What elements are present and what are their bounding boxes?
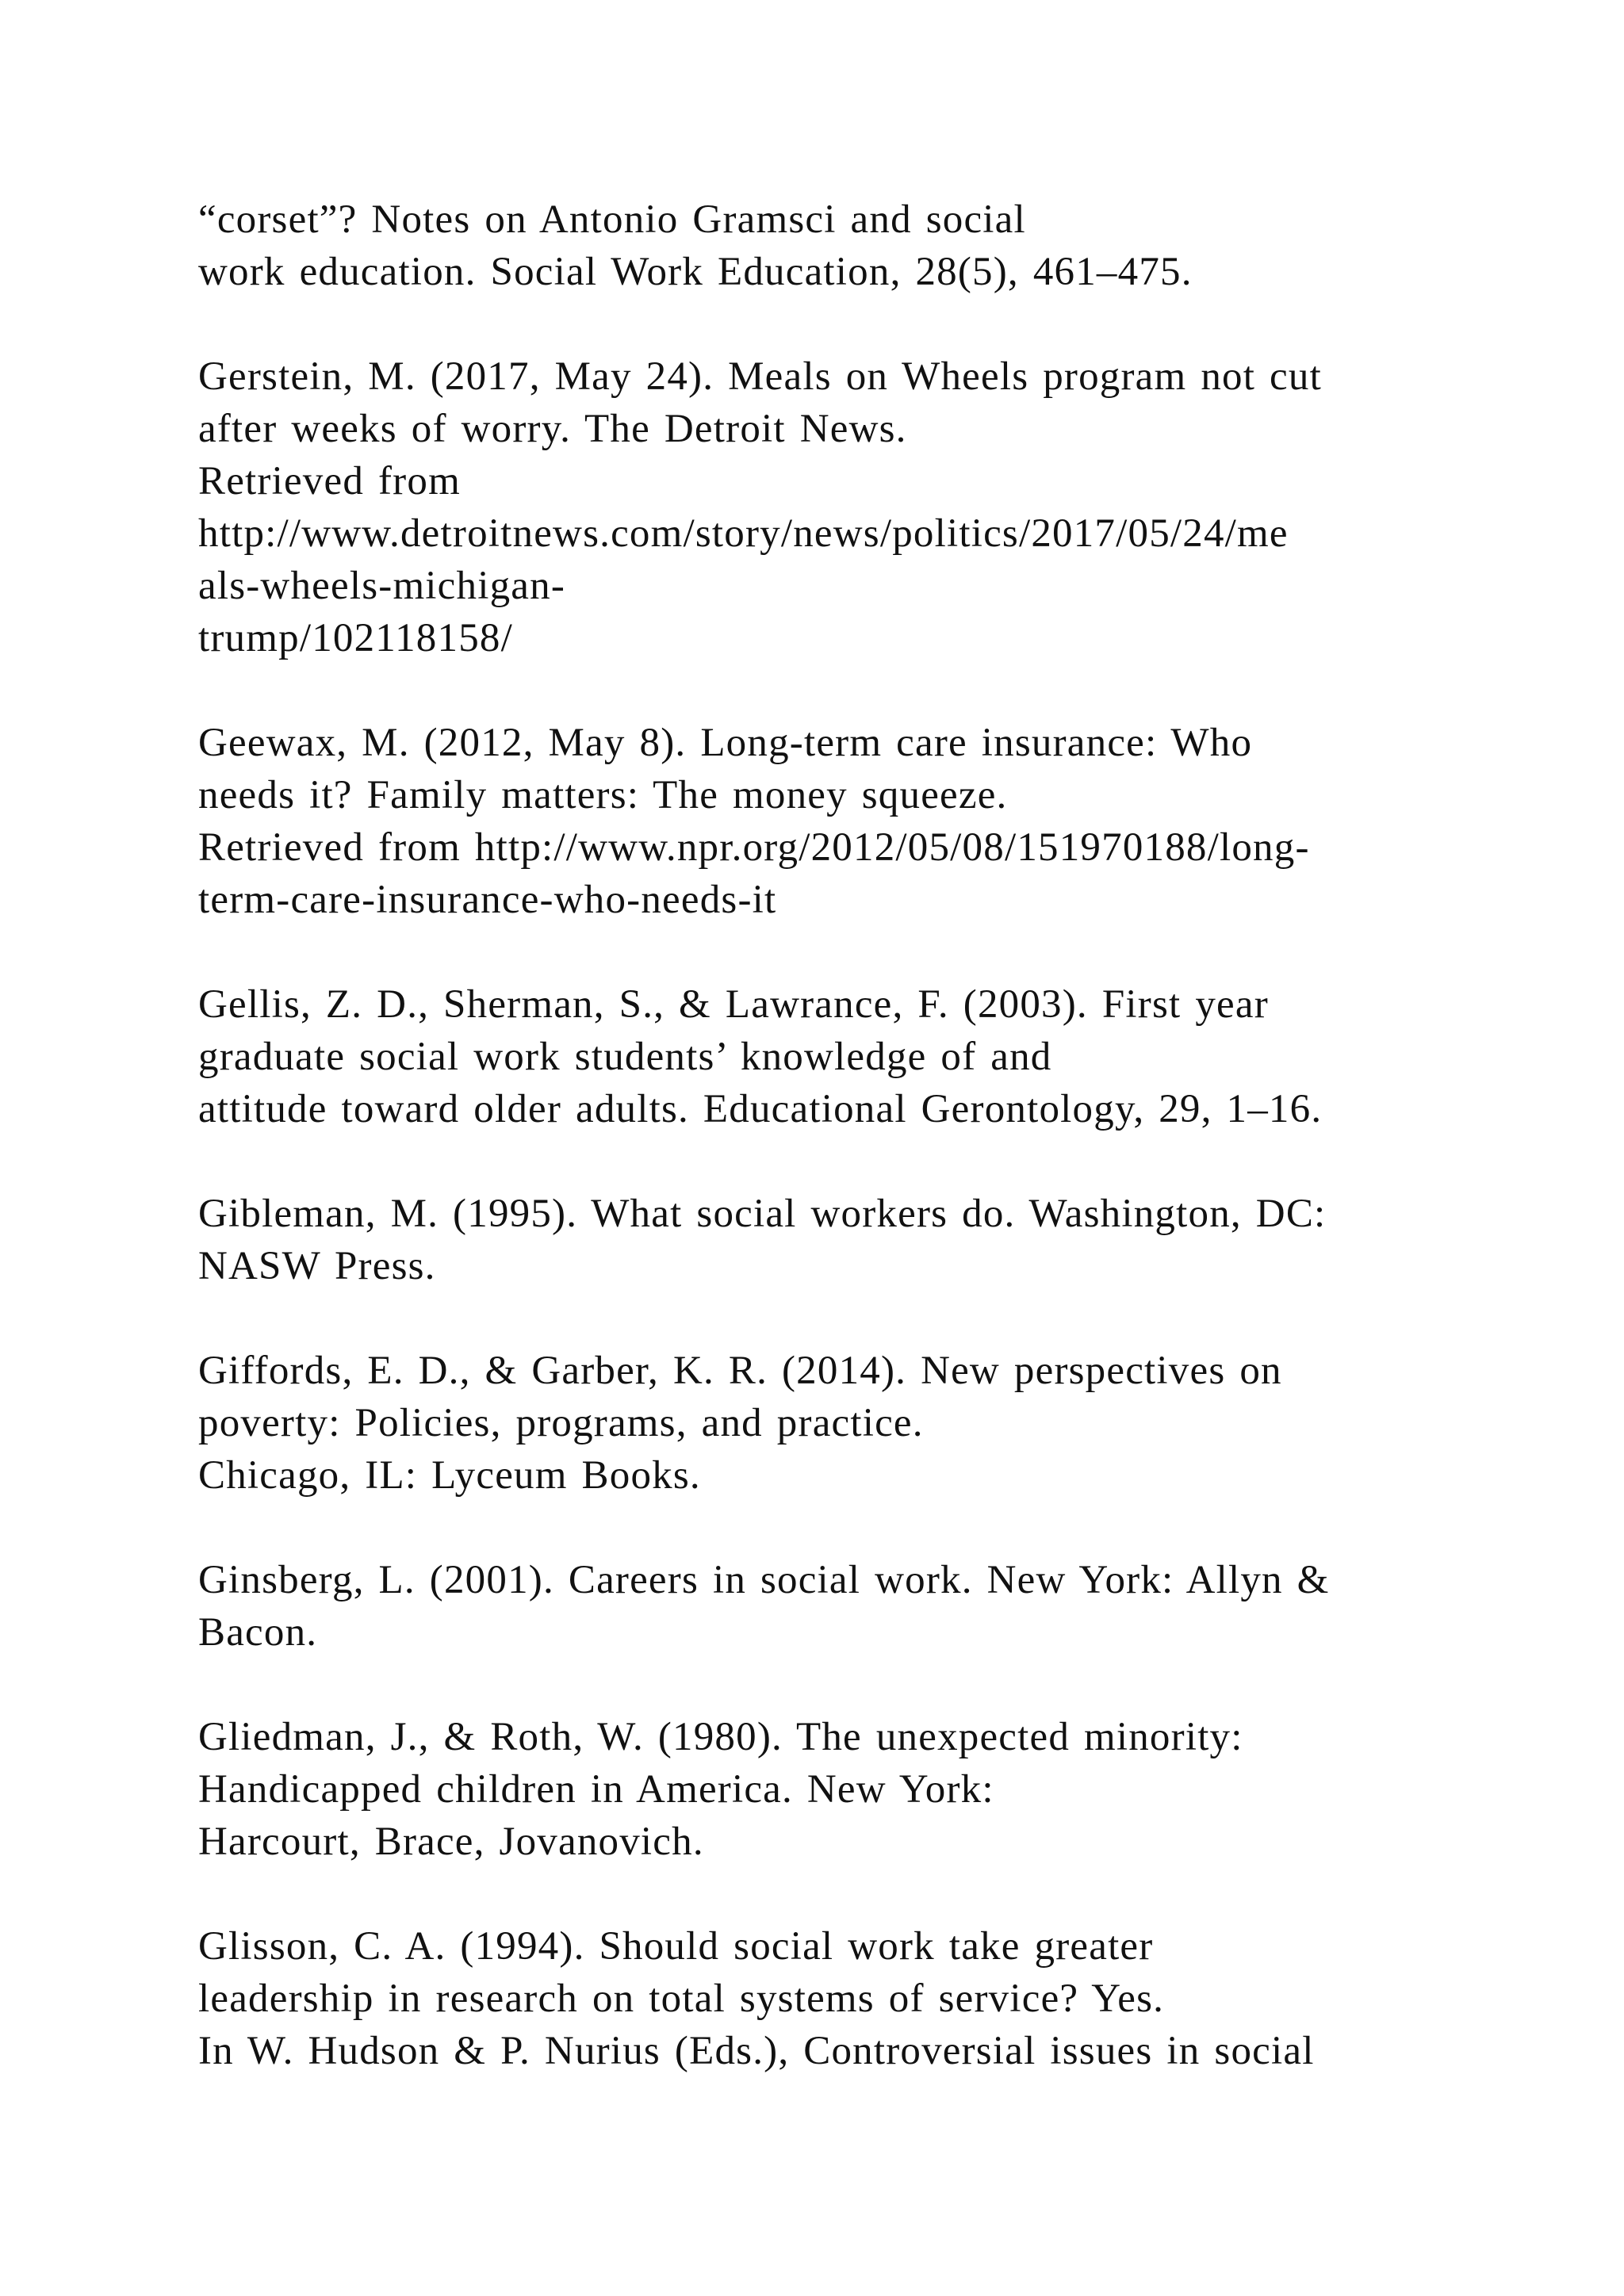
reference-url-line: trump/102118158/: [198, 616, 513, 660]
entry-spacer: [198, 926, 1467, 978]
reference-entry: [198, 1345, 1467, 1502]
reference-line: Gibleman, M. (1995). What social workers do. Washington, DC:: [198, 1192, 1327, 1236]
reference-entry: [198, 1920, 1467, 2077]
entry-spacer: [198, 1292, 1467, 1345]
entry-spacer: [198, 1868, 1467, 1920]
reference-line: Chicago, IL: Lyceum Books.: [198, 1453, 701, 1498]
reference-line: Retrieved from: [198, 459, 461, 503]
reference-line: Ginsberg, L. (2001). Careers in social work. New York: Allyn &: [198, 1558, 1330, 1602]
entry-spacer: [198, 1135, 1467, 1188]
reference-url-line: http://www.detroitnews.com/story/news/politics/2017/05/24/me: [198, 511, 1289, 556]
entry-spacer: [198, 1659, 1467, 1711]
reference-line: In W. Hudson & P. Nurius (Eds.), Controversial issues in social: [198, 2029, 1315, 2073]
reference-entry: [198, 1554, 1467, 1659]
reference-entry: [198, 978, 1467, 1135]
reference-line: poverty: Policies, programs, and practice.: [198, 1401, 924, 1445]
reference-entry: [198, 717, 1467, 926]
reference-line: Bacon.: [198, 1610, 318, 1655]
entry-spacer: [198, 298, 1467, 350]
reference-url-line: term-care-insurance-who-needs-it: [198, 878, 777, 922]
reference-line: Giffords, E. D., & Garber, K. R. (2014). New perspectives on: [198, 1349, 1282, 1393]
reference-line: leadership in research on total systems of service? Yes.: [198, 1976, 1165, 2021]
reference-line: Geewax, M. (2012, May 8). Long-term care insurance: Who: [198, 721, 1253, 765]
reference-list: [198, 193, 1467, 2077]
reference-line: Gliedman, J., & Roth, W. (1980). The unexpected minority:: [198, 1715, 1243, 1759]
reference-line: attitude toward older adults. Educational Gerontology, 29, 1–16.: [198, 1087, 1323, 1131]
entry-spacer: [198, 1502, 1467, 1554]
reference-line: after weeks of worry. The Detroit News.: [198, 407, 907, 451]
reference-line: Handicapped children in America. New York:: [198, 1767, 994, 1812]
reference-line: graduate social work students’ knowledge of and: [198, 1035, 1052, 1079]
reference-line: needs it? Family matters: The money squeeze.: [198, 773, 1008, 817]
reference-url-line: als-wheels-michigan-: [198, 564, 566, 608]
reference-line: “corset”? Notes on Antonio Gramsci and social: [198, 197, 1026, 242]
reference-entry: [198, 1711, 1467, 1868]
reference-line: Harcourt, Brace, Jovanovich.: [198, 1820, 704, 1864]
reference-entry: [198, 193, 1467, 298]
reference-line: work education. Social Work Education, 28(5), 461–475.: [198, 250, 1193, 294]
reference-line: Gellis, Z. D., Sherman, S., & Lawrance, F. (2003). First year: [198, 982, 1269, 1027]
entry-spacer: [198, 664, 1467, 717]
reference-url-line: Retrieved from http://www.npr.org/2012/05/08/151970188/long-: [198, 825, 1310, 870]
reference-entry: [198, 1188, 1467, 1292]
reference-line: Glisson, C. A. (1994). Should social work take greater: [198, 1924, 1154, 1969]
reference-line: NASW Press.: [198, 1244, 436, 1288]
reference-line: Gerstein, M. (2017, May 24). Meals on Wheels program not cut: [198, 354, 1322, 399]
reference-entry: [198, 350, 1467, 664]
